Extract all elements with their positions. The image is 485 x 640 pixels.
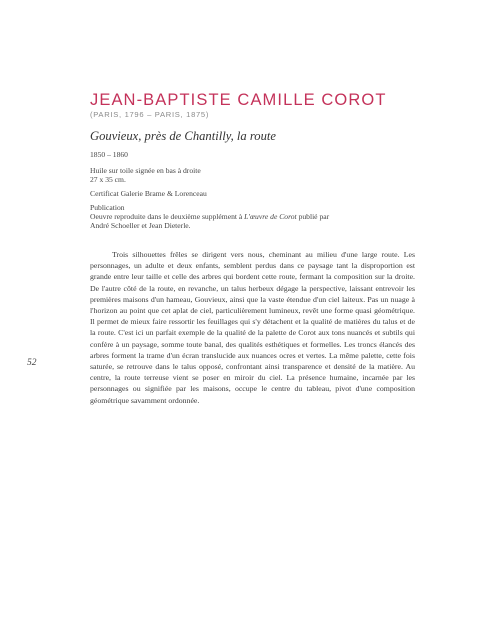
certificate-line: Certificat Galerie Brame & Lorenceau [90,189,207,198]
publication-line-2: André Schoeller et Jean Dieterle. [90,221,191,230]
artist-name: JEAN-BAPTISTE CAMILLE COROT [90,91,387,109]
artwork-title: Gouvieux, près de Chantilly, la route [90,129,276,143]
publication-heading: Publication [90,203,125,212]
description-text [90,249,415,406]
artwork-dimensions: 27 x 35 cm. [90,175,126,184]
publication-line-1-start: Oeuvre reproduite dans le deuxième supplément à [90,212,245,221]
publication-book-title: L'œuvre de Corot [244,212,297,221]
artwork-date: 1850 – 1860 [90,150,128,159]
artwork-medium: Huile sur toile signée en bas à droite [90,166,201,175]
publication-line-1-end: publié par [296,212,330,221]
description-paragraph: Trois silhouettes frêles se dirigent vers nous, cheminant au milieu d'une large route. Les personnages, un adulte et deux enfants, semblent perdus dans ce paysage tant la disproportion est grande entre leur taille et celle des arbres qui bordent cette route, fermant la composition sur la droite. De l'autre côté de la route, en revanche, un talus herbeux dégage la perspective, laissant entrevoir les premières maisons d'un hameau, Gouvieux, ainsi que la vaste étendue d'un ciel laiteux. Pas un nuage à l'horizon au point que cet aplat de ciel, particulièrement lumineux, revêt une forme quasi géométrique. Il permet de mieux faire ressortir les feuillages qui s'y détachent et la qualité de matières du talus et de la route. C'est ici un parfait exemple de la qualité de la palette de Corot aux tons nuancés et subtils qui confère à un paysage, somme toute banal, des qualités esthétiques et formelles. Les troncs élancés des arbres forment la trame d'un écran translucide aux nuances ocres et vertes. La même palette, cette fois saturée, se retrouve dans le talus opposé, confrontant ainsi transparence et densité de la matière. Au centre, la route terreuse vient se poser en miroir du ciel. La présence humaine, incarnée par les personnages ou signifiée par les maisons, occupe le centre du tableau, pivot d'une composition géométrique savamment ordonnée. [90,250,415,405]
artist-lifespan: (PARIS, 1796 – PARIS, 1875) [90,110,210,119]
page-number: 52 [27,358,37,368]
